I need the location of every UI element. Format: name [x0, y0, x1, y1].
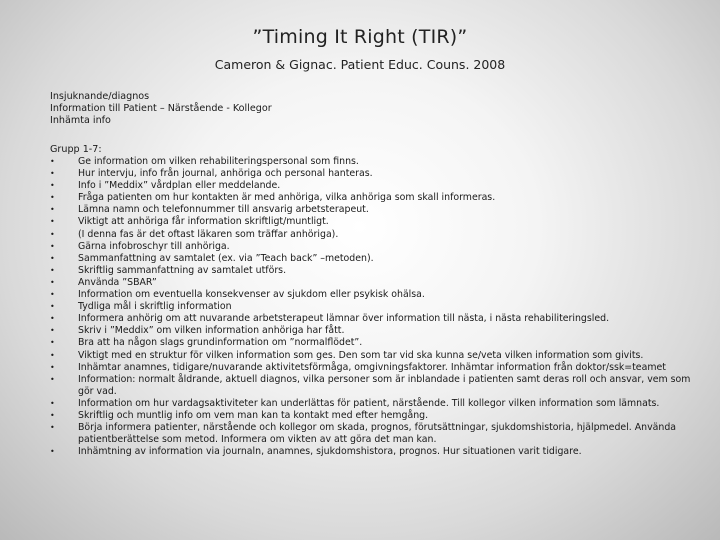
bullet-text: Börja informera patienter, närstående och kollegor om skada, prognos, förutsättningar, sjukdomshistoria, hjälpmedel. Använda patientberättelse som metod. Informera om vikten av att göra det man kan.	[78, 422, 677, 446]
bullet-text: Information: normalt åldrande, aktuell diagnos, vilka personer som är inblandade i patienten samt deras roll och ansvar, vem som gör vad.	[78, 373, 691, 397]
intro-block	[50, 91, 272, 127]
bullet-item	[50, 325, 700, 337]
bullet-item	[50, 229, 700, 241]
bullet-text: Bra att ha någon slags grundinformation om ”normalflödet”.	[78, 337, 363, 349]
bullet-text: Viktigt med en struktur för vilken information som ges. Den som tar vid ska kunna se/veta vilken information som givits.	[78, 349, 644, 361]
group-heading: Grupp 1-7:	[50, 144, 102, 155]
bullet-item	[50, 350, 700, 362]
bullet-item	[50, 362, 700, 374]
bullet-item	[50, 277, 700, 289]
bullet-item	[50, 337, 700, 349]
bullet-text: Informera anhörig om att nuvarande arbetsterapeut lämnar över information till nästa, i nästa rehabiliteringsled.	[78, 313, 610, 325]
intro-line: Information till Patient – Närstående - Kollegor	[50, 103, 272, 114]
bullet-text: Inhämtning av information via journaln, anamnes, sjukdomshistora, prognos. Hur situationen varit tidigare.	[78, 446, 582, 458]
bullet-item	[50, 265, 700, 277]
bullet-item	[50, 204, 700, 216]
bullet-item	[50, 156, 700, 168]
bullet-item	[50, 216, 700, 228]
bullet-item	[50, 192, 700, 204]
bullet-item	[50, 446, 700, 458]
intro-line: Inhämta info	[50, 115, 111, 126]
bullet-text: Sammanfattning av samtalet (ex. via ”Teach back” –metoden).	[78, 252, 374, 264]
bullet-text: Ge information om vilken rehabiliteringspersonal som finns.	[78, 156, 359, 167]
bullet-text: Lämna namn och telefonnummer till ansvarig arbetsterapeut.	[78, 204, 369, 216]
bullet-text: Skriv i ”Meddix” om vilken information anhöriga har fått.	[78, 325, 345, 337]
bullet-item	[50, 313, 700, 325]
bullet-item	[50, 253, 700, 265]
bullet-text: Skriftlig sammanfattning av samtalet utförs.	[78, 264, 287, 276]
bullet-item	[50, 289, 700, 301]
bullet-text: Info i ”Meddix” vårdplan eller meddelande.	[78, 180, 281, 192]
bullet-text: Information om eventuella konsekvenser av sjukdom eller psykisk ohälsa.	[78, 289, 425, 301]
bullet-item	[50, 374, 700, 398]
bullet-item	[50, 422, 700, 446]
bullet-item	[50, 410, 700, 422]
bullet-text: Information om hur vardagsaktiviteter kan underlättas för patient, närstående. Till kollegor vilken information som lämnats.	[78, 397, 660, 409]
bullet-text: Skriftlig och muntlig info om vem man kan ta kontakt med efter hemgång.	[78, 409, 429, 421]
intro-line: Insjuknande/diagnos	[50, 91, 150, 102]
bullet-text: (I denna fas är det oftast läkaren som träffar anhöriga).	[78, 228, 339, 240]
bullet-list	[50, 156, 700, 458]
bullet-text: Inhämtar anamnes, tidigare/nuvarande aktivitetsförmåga, omgivningsfaktorer. Inhämtar information från doktor/ssk=teamet	[78, 361, 666, 373]
slide-subtitle: Cameron & Gignac. Patient Educ. Couns. 2008	[214, 57, 506, 72]
bullet-item	[50, 301, 700, 313]
bullet-item	[50, 398, 700, 410]
bullet-text: Viktigt att anhöriga får information skriftligt/muntligt.	[78, 216, 329, 228]
slide-title: ”Timing It Right (TIR)”	[252, 26, 468, 48]
bullet-text: Använda ”SBAR”	[78, 276, 157, 288]
bullet-item	[50, 168, 700, 180]
bullet-text: Hur intervju, info från journal, anhöriga och personal hanteras.	[78, 168, 373, 180]
bullet-item	[50, 241, 700, 253]
bullet-text: Fråga patienten om hur kontakten är med anhöriga, vilka anhöriga som skall informeras.	[78, 192, 496, 204]
bullet-text: Tydliga mål i skriftlig information	[78, 301, 232, 313]
bullet-text: Gärna infobroschyr till anhöriga.	[78, 240, 230, 252]
bullet-item	[50, 180, 700, 192]
